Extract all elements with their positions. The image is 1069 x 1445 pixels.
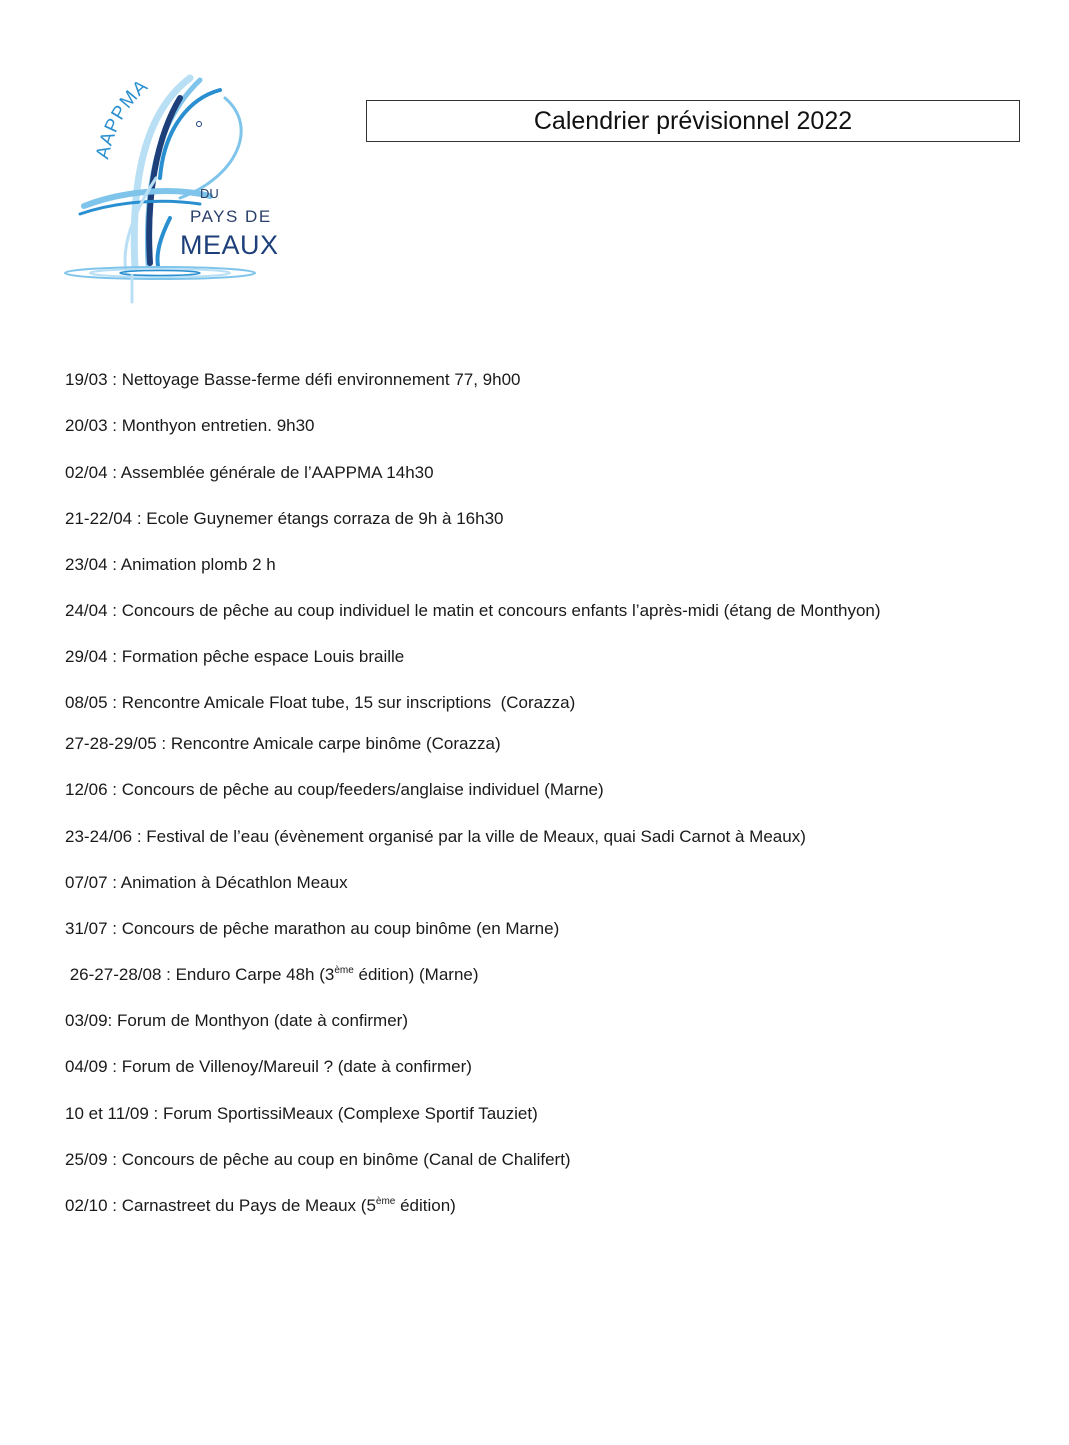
event-text-after: édition)	[395, 1196, 456, 1215]
event-item	[65, 461, 434, 485]
event-item	[65, 645, 404, 669]
event-text: 19/03 : Nettoyage Basse-ferme défi environnement 77, 9h00	[65, 370, 521, 389]
event-item	[65, 871, 348, 895]
event-item	[65, 507, 504, 531]
event-text: 03/09: Forum de Monthyon (date à confirmer)	[65, 1011, 408, 1030]
event-text: 27-28-29/05 : Rencontre Amicale carpe binôme (Corazza)	[65, 734, 501, 753]
event-item	[65, 1194, 456, 1218]
event-text: 23/04 : Animation plomb 2 h	[65, 555, 276, 574]
event-item	[65, 414, 315, 438]
event-item	[65, 1148, 571, 1172]
event-text: 31/07 : Concours de pêche marathon au coup binôme (en Marne)	[65, 919, 560, 938]
logo-line1: DU	[200, 186, 219, 201]
event-text: 10 et 11/09 : Forum SportissiMeaux (Complexe Sportif Tauziet)	[65, 1104, 538, 1123]
event-text: 23-24/06 : Festival de l’eau (évènement organisé par la ville de Meaux, quai Sadi Carnot à Meaux)	[65, 827, 806, 846]
event-text: 20/03 : Monthyon entretien. 9h30	[65, 416, 315, 435]
event-text: 02/04 : Assemblée générale de l’AAPPMA 14h30	[65, 463, 434, 482]
title-box	[366, 100, 1020, 142]
event-item	[65, 778, 604, 802]
event-text: 26-27-28/08 : Enduro Carpe 48h (3	[65, 965, 335, 984]
event-item	[65, 732, 501, 756]
event-text: 02/10 : Carnastreet du Pays de Meaux (5	[65, 1196, 376, 1215]
event-text: 07/07 : Animation à Décathlon Meaux	[65, 873, 348, 892]
event-item	[65, 691, 575, 715]
fish-logo-icon	[60, 68, 292, 308]
event-item	[65, 368, 521, 392]
logo-line2: PAYS DE	[190, 207, 272, 226]
event-item	[65, 963, 479, 987]
aappma-logo	[60, 68, 292, 308]
event-text-after: édition) (Marne)	[353, 965, 479, 984]
event-item	[65, 1102, 538, 1126]
logo-line3: MEAUX	[180, 230, 279, 260]
event-superscript: ème	[375, 1196, 396, 1207]
event-item	[65, 1055, 472, 1079]
event-item	[65, 599, 881, 623]
event-text: 04/09 : Forum de Villenoy/Mareuil ? (date à confirmer)	[65, 1057, 472, 1076]
event-text: 21-22/04 : Ecole Guynemer étangs corraza de 9h à 16h30	[65, 509, 504, 528]
event-item	[65, 825, 806, 849]
event-text: 25/09 : Concours de pêche au coup en binôme (Canal de Chalifert)	[65, 1150, 571, 1169]
event-text: 12/06 : Concours de pêche au coup/feeders/anglaise individuel (Marne)	[65, 780, 604, 799]
event-superscript: ème	[334, 965, 354, 976]
event-item	[65, 553, 276, 577]
logo-arc-text: AAPPMA	[92, 75, 153, 162]
event-text: 08/05 : Rencontre Amicale Float tube, 15 sur inscriptions (Corazza)	[65, 693, 576, 712]
event-item	[65, 1009, 408, 1033]
event-text: 24/04 : Concours de pêche au coup individuel le matin et concours enfants l’après-midi (étang de Monthyon)	[65, 601, 881, 620]
event-item	[65, 917, 559, 941]
event-text: 29/04 : Formation pêche espace Louis braille	[65, 647, 405, 666]
page-title: Calendrier prévisionnel 2022	[533, 106, 853, 135]
